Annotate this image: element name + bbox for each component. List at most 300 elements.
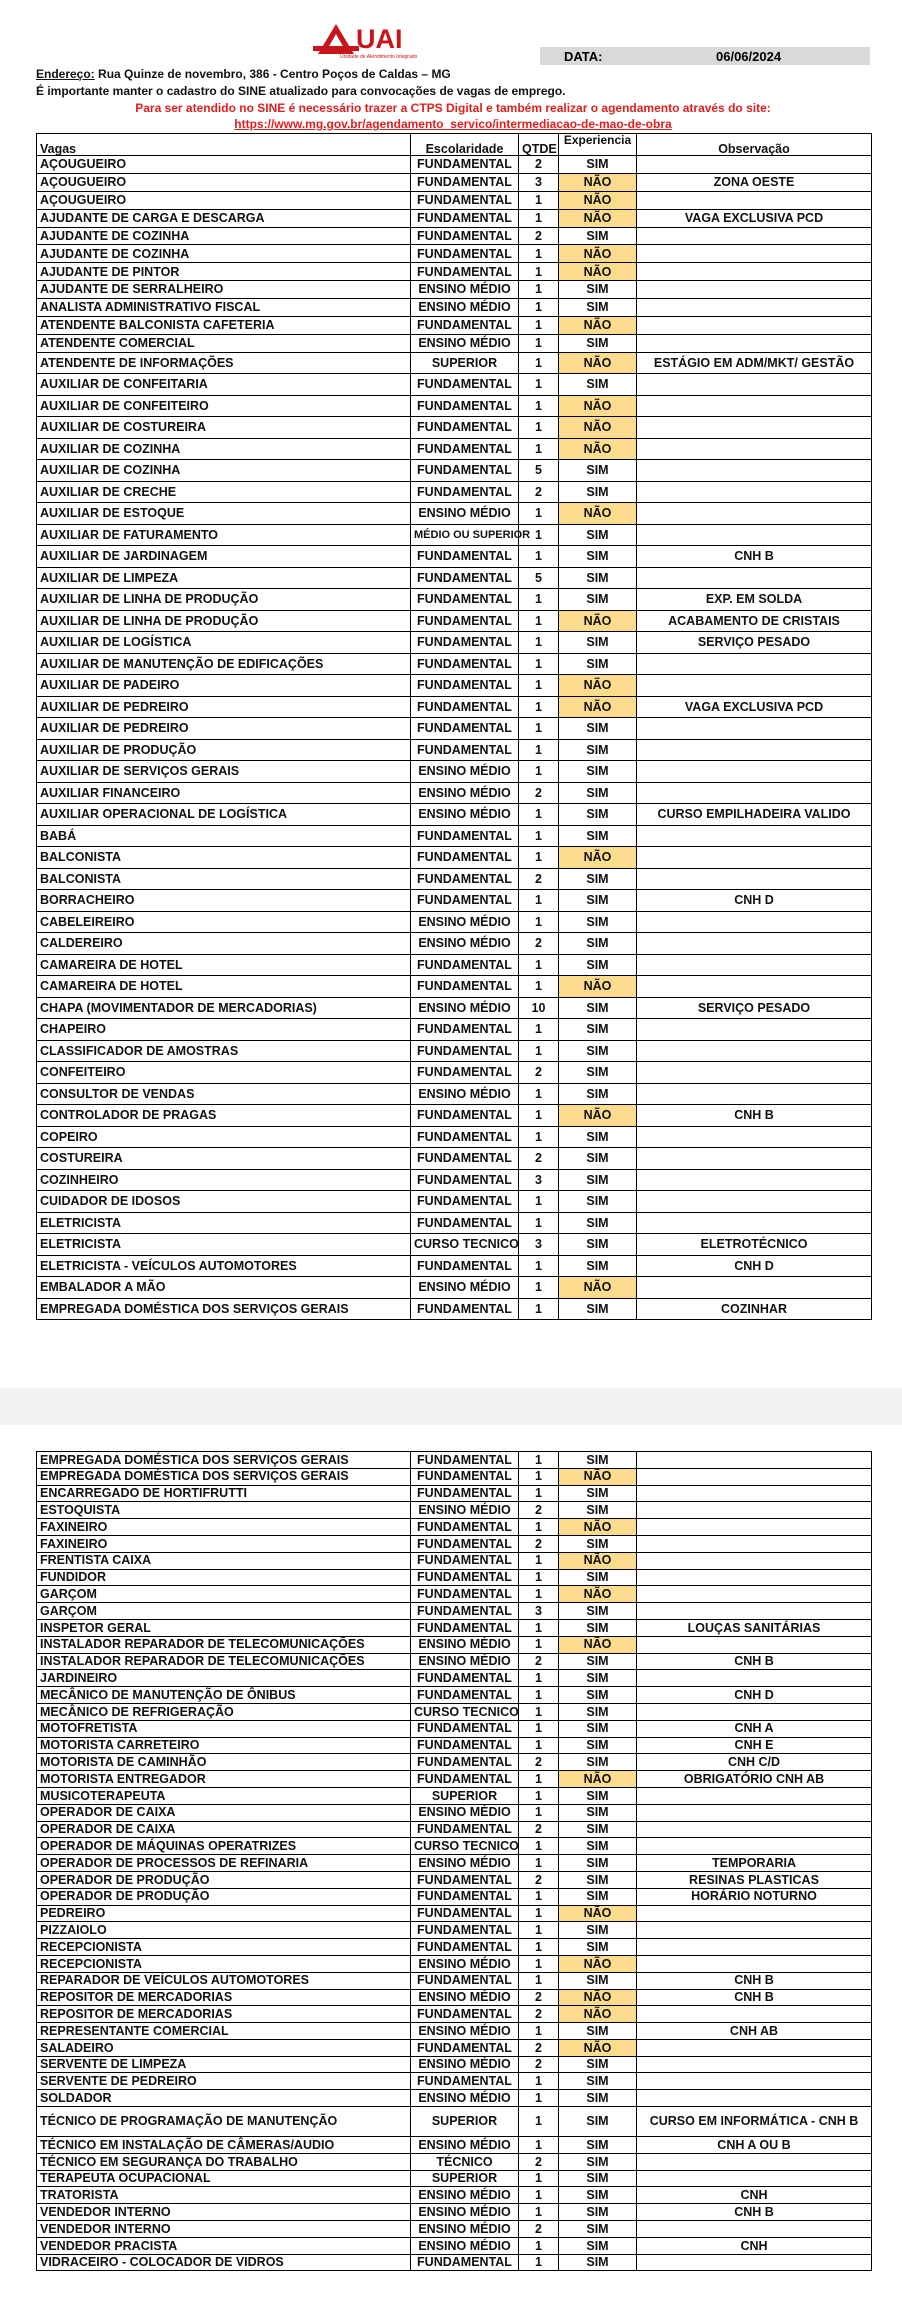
cell-experiencia: SIM	[559, 1452, 637, 1469]
table-row	[37, 503, 872, 525]
cell-experiencia: NÃO	[559, 503, 637, 525]
cell-qtde: 1	[519, 739, 559, 761]
cell-vaga: INSPETOR GERAL	[37, 1619, 411, 1636]
cell-vaga: AÇOUGUEIRO	[37, 173, 411, 191]
cell-experiencia: NÃO	[559, 395, 637, 417]
cell-observacao: COZINHAR	[637, 1298, 872, 1320]
cell-experiencia: NÃO	[559, 191, 637, 209]
table-row	[37, 481, 872, 503]
cell-vaga: INSTALADOR REPARADOR DE TELECOMUNICAÇÕES	[37, 1636, 411, 1653]
table-row	[37, 1737, 872, 1754]
cell-observacao	[637, 1468, 872, 1485]
cell-escolaridade: FUNDAMENTAL	[411, 1871, 519, 1888]
table-row	[37, 1619, 872, 1636]
cell-experiencia: SIM	[559, 1888, 637, 1905]
cell-vaga: CUIDADOR DE IDOSOS	[37, 1191, 411, 1213]
cell-experiencia: NÃO	[559, 245, 637, 263]
cell-qtde: 2	[519, 1062, 559, 1084]
cell-vaga: AUXILIAR DE CRECHE	[37, 481, 411, 503]
cell-escolaridade: FUNDAMENTAL	[411, 1535, 519, 1552]
cell-vaga: OPERADOR DE CAIXA	[37, 1804, 411, 1821]
cell-vaga: CONSULTOR DE VENDAS	[37, 1083, 411, 1105]
cell-observacao: CURSO EMPILHADEIRA VALIDO	[637, 804, 872, 826]
cell-observacao	[637, 374, 872, 396]
cell-vaga: OPERADOR DE CAIXA	[37, 1821, 411, 1838]
cell-vaga: AUXILIAR DE LINHA DE PRODUÇÃO	[37, 610, 411, 632]
cell-experiencia: SIM	[559, 1298, 637, 1320]
cell-observacao	[637, 1552, 872, 1569]
cell-observacao	[637, 156, 872, 174]
cell-escolaridade: FUNDAMENTAL	[411, 173, 519, 191]
cell-qtde: 2	[519, 1148, 559, 1170]
cell-vaga: TÉCNICO DE PROGRAMAÇÃO DE MANUTENÇÃO	[37, 2107, 411, 2137]
cell-escolaridade: FUNDAMENTAL	[411, 1754, 519, 1771]
cell-experiencia: NÃO	[559, 1552, 637, 1569]
cell-vaga: AUXILIAR DE PRODUÇÃO	[37, 739, 411, 761]
cell-vaga: MOTOFRETISTA	[37, 1720, 411, 1737]
cell-qtde: 1	[519, 1939, 559, 1956]
cell-observacao	[637, 460, 872, 482]
cell-qtde: 2	[519, 2006, 559, 2023]
cell-observacao: CNH D	[637, 1687, 872, 1704]
cell-experiencia: SIM	[559, 653, 637, 675]
cell-experiencia: SIM	[559, 1871, 637, 1888]
cell-escolaridade: ENSINO MÉDIO	[411, 2023, 519, 2040]
cell-qtde: 1	[519, 1019, 559, 1041]
cell-qtde: 1	[519, 1126, 559, 1148]
cell-qtde: 1	[519, 374, 559, 396]
cell-experiencia: SIM	[559, 933, 637, 955]
col-experiencia: Experiencia	[559, 134, 637, 156]
cell-vaga: SERVENTE DE LIMPEZA	[37, 2056, 411, 2073]
cell-vaga: TÉCNICO EM INSTALAÇÃO DE CÂMERAS/AUDIO	[37, 2137, 411, 2154]
cell-vaga: OPERADOR DE PRODUÇÃO	[37, 1888, 411, 1905]
table-row	[37, 2170, 872, 2187]
cell-escolaridade: FUNDAMENTAL	[411, 191, 519, 209]
cell-experiencia: SIM	[559, 156, 637, 174]
table-row	[37, 1687, 872, 1704]
table-row	[37, 2090, 872, 2107]
cell-qtde: 2	[519, 1989, 559, 2006]
cell-vaga: JARDINEIRO	[37, 1670, 411, 1687]
table-row	[37, 911, 872, 933]
cell-vaga: AUXILIAR DE SERVIÇOS GERAIS	[37, 761, 411, 783]
cell-vaga: TRATORISTA	[37, 2187, 411, 2204]
cell-experiencia: NÃO	[559, 1519, 637, 1536]
cell-vaga: AUXILIAR DE PEDREIRO	[37, 718, 411, 740]
cell-qtde: 1	[519, 804, 559, 826]
cell-vaga: EMPREGADA DOMÉSTICA DOS SERVIÇOS GERAIS	[37, 1452, 411, 1469]
cell-qtde: 1	[519, 1586, 559, 1603]
cell-qtde: 1	[519, 610, 559, 632]
cell-vaga: ELETRICISTA - VEÍCULOS AUTOMOTORES	[37, 1255, 411, 1277]
table-row	[37, 1905, 872, 1922]
date-value: 06/06/2024	[716, 49, 782, 64]
cell-qtde: 1	[519, 524, 559, 546]
cell-qtde: 1	[519, 2073, 559, 2090]
cell-experiencia: SIM	[559, 1603, 637, 1620]
uai-logo	[310, 18, 422, 60]
cell-observacao	[637, 245, 872, 263]
cell-qtde: 1	[519, 1888, 559, 1905]
cell-vaga: BALCONISTA	[37, 847, 411, 869]
cell-experiencia: SIM	[559, 1670, 637, 1687]
cell-observacao	[637, 1955, 872, 1972]
table-body	[37, 1452, 872, 2271]
table-row	[37, 954, 872, 976]
cell-escolaridade: ENSINO MÉDIO	[411, 933, 519, 955]
cell-vaga: AJUDANTE DE COZINHA	[37, 227, 411, 245]
cell-observacao	[637, 1787, 872, 1804]
cell-observacao: TEMPORARIA	[637, 1855, 872, 1872]
cell-qtde: 2	[519, 1502, 559, 1519]
cell-escolaridade: ENSINO MÉDIO	[411, 1083, 519, 1105]
table-header-row	[37, 134, 872, 156]
cell-escolaridade: FUNDAMENTAL	[411, 718, 519, 740]
table-row	[37, 2006, 872, 2023]
address-line	[36, 67, 451, 81]
cell-vaga: COZINHEIRO	[37, 1169, 411, 1191]
cell-escolaridade: FUNDAMENTAL	[411, 1169, 519, 1191]
cell-vaga: EMBALADOR A MÃO	[37, 1277, 411, 1299]
cell-vaga: CAMAREIRA DE HOTEL	[37, 976, 411, 998]
cell-observacao	[637, 1603, 872, 1620]
table-row	[37, 1787, 872, 1804]
cell-qtde: 1	[519, 1552, 559, 1569]
cell-vaga: BALCONISTA	[37, 868, 411, 890]
cell-vaga: CONFEITEIRO	[37, 1062, 411, 1084]
cell-experiencia: SIM	[559, 2153, 637, 2170]
cell-escolaridade: ENSINO MÉDIO	[411, 1636, 519, 1653]
table-row	[37, 868, 872, 890]
cell-experiencia: SIM	[559, 1821, 637, 1838]
cell-qtde: 2	[519, 782, 559, 804]
cell-qtde: 1	[519, 2237, 559, 2254]
table-row	[37, 1212, 872, 1234]
cell-vaga: GARÇOM	[37, 1586, 411, 1603]
table-row	[37, 1771, 872, 1788]
cell-escolaridade: FUNDAMENTAL	[411, 2073, 519, 2090]
cell-observacao	[637, 191, 872, 209]
table-row	[37, 1720, 872, 1737]
cell-experiencia: SIM	[559, 2056, 637, 2073]
cell-qtde: 1	[519, 417, 559, 439]
cell-qtde: 2	[519, 2221, 559, 2238]
cell-qtde: 2	[519, 1754, 559, 1771]
cell-escolaridade: SUPERIOR	[411, 2107, 519, 2137]
table-row	[37, 1105, 872, 1127]
cell-observacao	[637, 1277, 872, 1299]
cell-vaga: ATENDENTE BALCONISTA CAFETERIA	[37, 317, 411, 335]
cell-vaga: REPRESENTANTE COMERCIAL	[37, 2023, 411, 2040]
table-row	[37, 2204, 872, 2221]
cell-escolaridade: FUNDAMENTAL	[411, 1905, 519, 1922]
cell-vaga: AJUDANTE DE CARGA E DESCARGA	[37, 209, 411, 227]
cell-experiencia: NÃO	[559, 417, 637, 439]
cell-experiencia: SIM	[559, 227, 637, 245]
cell-escolaridade: FUNDAMENTAL	[411, 1552, 519, 1569]
cell-vaga: TERAPEUTA OCUPACIONAL	[37, 2170, 411, 2187]
table-row	[37, 1871, 872, 1888]
cell-experiencia: SIM	[559, 546, 637, 568]
cell-experiencia: SIM	[559, 1787, 637, 1804]
table-row	[37, 156, 872, 174]
cell-experiencia: SIM	[559, 481, 637, 503]
cell-escolaridade: SUPERIOR	[411, 1787, 519, 1804]
cell-observacao: CNH B	[637, 1653, 872, 1670]
cell-qtde: 1	[519, 1955, 559, 1972]
cell-escolaridade: FUNDAMENTAL	[411, 1737, 519, 1754]
table-row	[37, 1169, 872, 1191]
cell-observacao	[637, 1804, 872, 1821]
cell-escolaridade: FUNDAMENTAL	[411, 1821, 519, 1838]
cell-qtde: 1	[519, 299, 559, 317]
table-row	[37, 1234, 872, 1256]
cell-vaga: VENDEDOR INTERNO	[37, 2221, 411, 2238]
table-row	[37, 374, 872, 396]
cell-vaga: SOLDADOR	[37, 2090, 411, 2107]
cell-observacao	[637, 718, 872, 740]
cell-escolaridade: FUNDAMENTAL	[411, 1019, 519, 1041]
cell-qtde: 2	[519, 868, 559, 890]
table-row	[37, 1519, 872, 1536]
cell-observacao	[637, 2090, 872, 2107]
cell-observacao	[637, 227, 872, 245]
cell-vaga: MOTORISTA DE CAMINHÃO	[37, 1754, 411, 1771]
cell-vaga: CABELEIREIRO	[37, 911, 411, 933]
cell-qtde: 1	[519, 1040, 559, 1062]
table-row	[37, 1636, 872, 1653]
cell-qtde: 1	[519, 1687, 559, 1704]
table-row	[37, 2056, 872, 2073]
cell-experiencia: SIM	[559, 1653, 637, 1670]
cell-observacao: RESINAS PLASTICAS	[637, 1871, 872, 1888]
cell-escolaridade: ENSINO MÉDIO	[411, 2237, 519, 2254]
cell-experiencia: NÃO	[559, 1989, 637, 2006]
cell-vaga: AJUDANTE DE COZINHA	[37, 245, 411, 263]
cell-escolaridade: FUNDAMENTAL	[411, 632, 519, 654]
table-row	[37, 997, 872, 1019]
table-row	[37, 1922, 872, 1939]
table-row	[37, 567, 872, 589]
table-row	[37, 1754, 872, 1771]
cell-escolaridade: FUNDAMENTAL	[411, 1212, 519, 1234]
cell-observacao: CNH D	[637, 1255, 872, 1277]
cell-escolaridade: FUNDAMENTAL	[411, 1519, 519, 1536]
cell-experiencia: SIM	[559, 1148, 637, 1170]
cell-qtde: 1	[519, 653, 559, 675]
cell-vaga: CALDEREIRO	[37, 933, 411, 955]
cell-escolaridade: SUPERIOR	[411, 2170, 519, 2187]
cell-qtde: 1	[519, 1787, 559, 1804]
table-row	[37, 299, 872, 317]
cell-qtde: 1	[519, 761, 559, 783]
cell-experiencia: SIM	[559, 1703, 637, 1720]
cell-escolaridade: FUNDAMENTAL	[411, 653, 519, 675]
cell-observacao: CNH B	[637, 546, 872, 568]
table-row	[37, 1838, 872, 1855]
cell-experiencia: SIM	[559, 1234, 637, 1256]
cell-observacao	[637, 1502, 872, 1519]
table-row	[37, 460, 872, 482]
cell-experiencia: SIM	[559, 334, 637, 352]
cell-escolaridade: FUNDAMENTAL	[411, 1687, 519, 1704]
cell-observacao	[637, 2170, 872, 2187]
cell-experiencia: SIM	[559, 2137, 637, 2154]
cell-observacao	[637, 1040, 872, 1062]
cell-qtde: 1	[519, 1277, 559, 1299]
table-row	[37, 524, 872, 546]
cell-vaga: COSTUREIRA	[37, 1148, 411, 1170]
cell-escolaridade: ENSINO MÉDIO	[411, 804, 519, 826]
cell-observacao: ESTÁGIO EM ADM/MKT/ GESTÃO	[637, 352, 872, 374]
cell-observacao	[637, 317, 872, 335]
cell-experiencia: SIM	[559, 1502, 637, 1519]
cell-escolaridade: FUNDAMENTAL	[411, 374, 519, 396]
table-row	[37, 1586, 872, 1603]
cell-observacao	[637, 1212, 872, 1234]
cell-vaga: AÇOUGUEIRO	[37, 191, 411, 209]
table-row	[37, 2153, 872, 2170]
cell-experiencia: SIM	[559, 1040, 637, 1062]
cell-observacao	[637, 675, 872, 697]
cell-escolaridade: ENSINO MÉDIO	[411, 2187, 519, 2204]
cell-qtde: 1	[519, 245, 559, 263]
cell-vaga: AUXILIAR DE PEDREIRO	[37, 696, 411, 718]
cell-qtde: 1	[519, 1703, 559, 1720]
cell-qtde: 1	[519, 718, 559, 740]
cell-vaga: ESTOQUISTA	[37, 1502, 411, 1519]
cell-escolaridade: FUNDAMENTAL	[411, 2254, 519, 2271]
cell-observacao	[637, 417, 872, 439]
cell-qtde: 2	[519, 1535, 559, 1552]
cell-escolaridade: ENSINO MÉDIO	[411, 997, 519, 1019]
cell-experiencia: SIM	[559, 997, 637, 1019]
cell-qtde: 1	[519, 1519, 559, 1536]
cell-experiencia: SIM	[559, 1212, 637, 1234]
cell-experiencia: SIM	[559, 911, 637, 933]
cell-observacao	[637, 524, 872, 546]
cell-experiencia: SIM	[559, 1720, 637, 1737]
cell-escolaridade: FUNDAMENTAL	[411, 395, 519, 417]
cell-escolaridade: FUNDAMENTAL	[411, 739, 519, 761]
cell-vaga: MUSICOTERAPEUTA	[37, 1787, 411, 1804]
cell-vaga: EMPREGADA DOMÉSTICA DOS SERVIÇOS GERAIS	[37, 1468, 411, 1485]
cell-observacao	[637, 2056, 872, 2073]
cell-vaga: CAMAREIRA DE HOTEL	[37, 954, 411, 976]
agendamento-link[interactable]: https://www.mg.gov.br/agendamento_servico/intermediacao-de-mao-de-obra	[234, 117, 672, 131]
cell-qtde: 1	[519, 1212, 559, 1234]
cell-observacao: CNH AB	[637, 2023, 872, 2040]
cell-escolaridade: FUNDAMENTAL	[411, 890, 519, 912]
cell-experiencia: SIM	[559, 954, 637, 976]
cell-escolaridade: ENSINO MÉDIO	[411, 1277, 519, 1299]
cell-observacao: SERVIÇO PESADO	[637, 632, 872, 654]
cell-experiencia: SIM	[559, 1838, 637, 1855]
cell-escolaridade: FUNDAMENTAL	[411, 1569, 519, 1586]
cell-experiencia: SIM	[559, 804, 637, 826]
cell-vaga: FUNDIDOR	[37, 1569, 411, 1586]
cell-experiencia: SIM	[559, 1922, 637, 1939]
cell-qtde: 3	[519, 1234, 559, 1256]
cell-qtde: 1	[519, 675, 559, 697]
cell-qtde: 1	[519, 1255, 559, 1277]
cell-observacao	[637, 1922, 872, 1939]
cell-observacao: LOUÇAS SANITÁRIAS	[637, 1619, 872, 1636]
cell-vaga: ATENDENTE DE INFORMAÇÕES	[37, 352, 411, 374]
table-row	[37, 1255, 872, 1277]
cell-qtde: 1	[519, 334, 559, 352]
cell-vaga: MECÂNICO DE MANUTENÇÃO DE ÔNIBUS	[37, 1687, 411, 1704]
table-row	[37, 1989, 872, 2006]
cell-experiencia: NÃO	[559, 696, 637, 718]
cell-escolaridade: FUNDAMENTAL	[411, 675, 519, 697]
cell-escolaridade: SUPERIOR	[411, 352, 519, 374]
table-row	[37, 209, 872, 227]
table-row	[37, 1083, 872, 1105]
cell-experiencia: SIM	[559, 2221, 637, 2238]
table-row	[37, 1972, 872, 1989]
table-row	[37, 653, 872, 675]
cell-qtde: 1	[519, 1720, 559, 1737]
cell-vaga: AUXILIAR DE COZINHA	[37, 438, 411, 460]
address-label: Endereço:	[36, 67, 95, 81]
cell-qtde: 1	[519, 1804, 559, 1821]
table-row	[37, 632, 872, 654]
cell-observacao: CNH	[637, 2237, 872, 2254]
col-qtde: QTDE	[519, 134, 559, 156]
cell-experiencia: SIM	[559, 1939, 637, 1956]
table-row	[37, 933, 872, 955]
cell-observacao: ZONA OESTE	[637, 173, 872, 191]
cell-experiencia: SIM	[559, 868, 637, 890]
cell-observacao	[637, 1169, 872, 1191]
cell-observacao	[637, 567, 872, 589]
cell-observacao: CNH A	[637, 1720, 872, 1737]
cell-qtde: 1	[519, 1838, 559, 1855]
cell-escolaridade: FUNDAMENTAL	[411, 976, 519, 998]
cell-experiencia: NÃO	[559, 2039, 637, 2056]
cell-vaga: AUXILIAR DE ESTOQUE	[37, 503, 411, 525]
cell-experiencia: SIM	[559, 1619, 637, 1636]
table-row	[37, 2221, 872, 2238]
cell-experiencia: NÃO	[559, 1905, 637, 1922]
cell-escolaridade: FUNDAMENTAL	[411, 1062, 519, 1084]
cell-vaga: OPERADOR DE PROCESSOS DE REFINARIA	[37, 1855, 411, 1872]
cell-observacao	[637, 481, 872, 503]
cell-escolaridade: FUNDAMENTAL	[411, 1040, 519, 1062]
cell-qtde: 1	[519, 503, 559, 525]
cell-observacao	[637, 1636, 872, 1653]
cell-observacao	[637, 1703, 872, 1720]
cell-experiencia: SIM	[559, 1062, 637, 1084]
cell-vaga: VIDRACEIRO - COLOCADOR DE VIDROS	[37, 2254, 411, 2271]
cell-experiencia: SIM	[559, 718, 637, 740]
cell-observacao	[637, 281, 872, 299]
cell-escolaridade: FUNDAMENTAL	[411, 696, 519, 718]
cell-escolaridade: ENSINO MÉDIO	[411, 2056, 519, 2073]
date-bar	[540, 47, 870, 65]
cell-vaga: AUXILIAR OPERACIONAL DE LOGÍSTICA	[37, 804, 411, 826]
cell-observacao	[637, 847, 872, 869]
table-row	[37, 1502, 872, 1519]
cell-observacao: CNH B	[637, 1972, 872, 1989]
cell-escolaridade: ENSINO MÉDIO	[411, 299, 519, 317]
table-row	[37, 2023, 872, 2040]
cell-experiencia: SIM	[559, 2107, 637, 2137]
cell-vaga: RECEPCIONISTA	[37, 1955, 411, 1972]
cell-observacao	[637, 1126, 872, 1148]
